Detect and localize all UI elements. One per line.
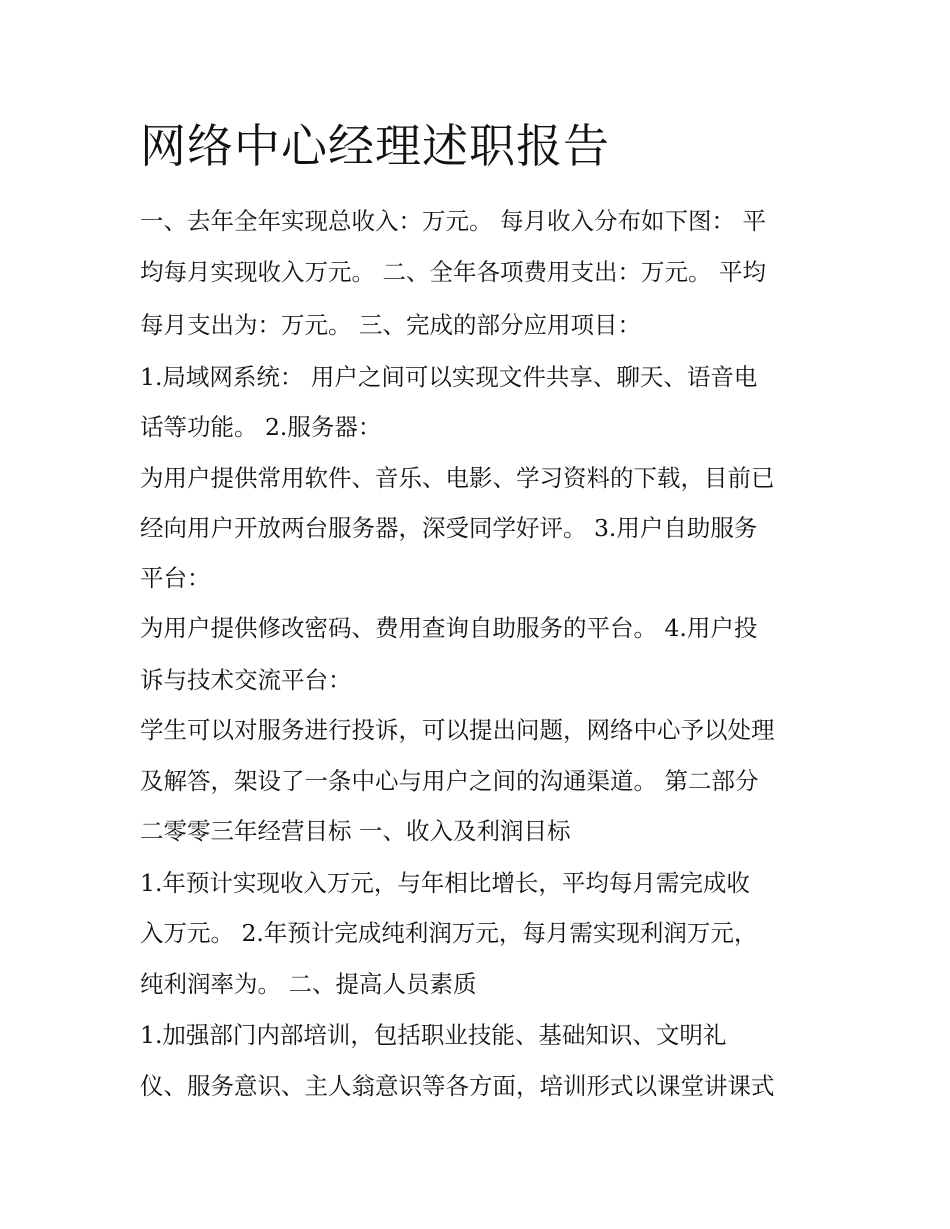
paragraph-line: 一、去年全年实现总收入：万元。 每月收入分布如下图： 平: [140, 207, 766, 235]
paragraph-line: 1.加强部门内部培训，包括职业技能、基础知识、文明礼: [140, 1021, 727, 1049]
paragraph-line: 学生可以对服务进行投诉，可以提出问题，网络中心予以处理: [140, 716, 775, 744]
paragraph-line: 仪、服务意识、主人翁意识等各方面，培训形式以课堂讲课式: [140, 1072, 775, 1100]
paragraph-line: 每月支出为：万元。 三、完成的部分应用项目：: [140, 311, 641, 339]
paragraph-line: 平台：: [140, 564, 211, 592]
paragraph-line: 为用户提供常用软件、音乐、电影、学习资料的下载，目前已: [140, 464, 775, 492]
paragraph-line: 及解答，架设了一条中心与用户之间的沟通渠道。 第二部分: [140, 767, 759, 795]
paragraph-line: 均每月实现收入万元。 二、全年各项费用支出：万元。 平均: [140, 258, 766, 286]
paragraph-line: 话等功能。 2.服务器：: [140, 413, 382, 441]
paragraph-line: 1.年预计实现收入万元，与年相比增长，平均每月需完成收: [140, 869, 750, 897]
paragraph-line: 纯利润率为。 二、提高人员素质: [140, 970, 477, 998]
paragraph-line: 为用户提供修改密码、费用查询自助服务的平台。 4.用户投: [140, 614, 758, 642]
paragraph-line: 1.局域网系统： 用户之间可以实现文件共享、聊天、语音电: [140, 363, 758, 391]
paragraph-line: 经向用户开放两台服务器，深受同学好评。 3.用户自助服务: [140, 514, 758, 542]
document-title: 网络中心经理述职报告: [140, 119, 610, 173]
paragraph-line: 诉与技术交流平台：: [140, 666, 352, 694]
paragraph-line: 二零零三年经营目标 一、收入及利润目标: [140, 817, 571, 845]
paragraph-line: 入万元。 2.年预计完成纯利润万元，每月需实现利润万元，: [140, 919, 758, 947]
